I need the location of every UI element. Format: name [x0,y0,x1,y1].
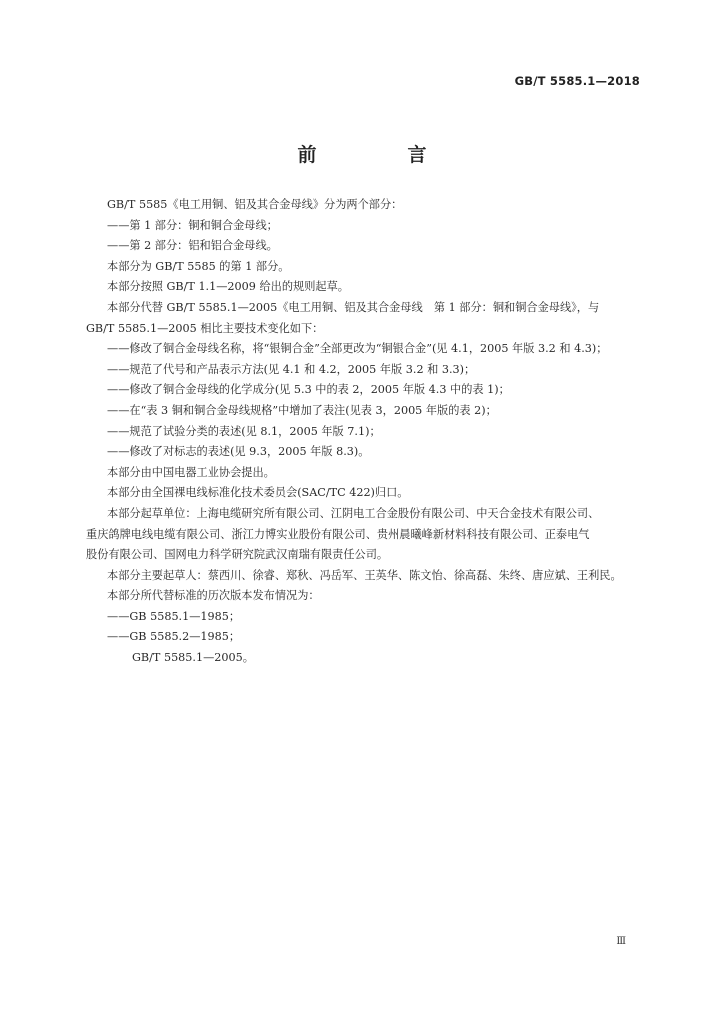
paragraph-line: ——第 1 部分：铜和铜合金母线； [107,218,278,232]
paragraph-line: 本部分起草单位：上海电缆研究所有限公司、江阴电工合金股份有限公司、中天合金技术有限公司、 [107,506,600,520]
paragraph-line: 本部分为 GB/T 5585 的第 1 部分。 [107,259,290,273]
paragraph-line: 本部分由全国裸电线标准化技术委员会(SAC/TC 422)归口。 [107,486,409,500]
paragraph-line: ——修改了铜合金母线名称，将“银铜合金”全部更改为“铜银合金”(见 4.1，2005 年版 3.2 和 4.3)； [107,342,608,356]
paragraph-line: 本部分所代替标准的历次版本发布情况为： [107,589,320,603]
preface-body [86,195,642,669]
paragraph-line: ——GB 5585.2—1985； [107,630,241,644]
paragraph-line: GB/T 5585.1—2005。 [132,651,254,665]
paragraph-line: GB/T 5585《电工用铜、铝及其合金母线》分为两个部分： [107,198,403,211]
paragraph-line: GB/T 5585.1—2005 相比主要技术变化如下： [86,321,324,335]
paragraph-line: ——GB 5585.1—1985； [107,609,241,623]
paragraph-line: ——规范了代号和产品表示方法(见 4.1 和 4.2，2005 年版 3.2 和 3.3)； [107,362,476,376]
paragraph-line: ——修改了铜合金母线的化学成分(见 5.3 中的表 2，2005 年版 4.3 中的表 1)； [107,383,510,397]
paragraph-line: ——第 2 部分：铝和铝合金母线。 [107,239,278,253]
page-number: Ⅲ [616,936,626,947]
standard-code-header: GB/T 5585.1—2018 [514,74,640,88]
paragraph-line: 股份有限公司、国网电力科学研究院武汉南瑞有限责任公司。 [86,548,389,562]
page-title: 前 言 [297,144,463,166]
paragraph-line: 本部分由中国电器工业协会提出。 [107,465,275,479]
paragraph-line: ——在“表 3 铜和铜合金母线规格”中增加了表注(见表 3，2005 年版的表 2)； [107,403,497,417]
paragraph-line: 本部分主要起草人：蔡西川、徐睿、郑秋、冯岳军、王英华、陈文怡、徐高磊、朱终、唐应斌、王利民。 [107,568,622,582]
paragraph-line: 重庆鸽牌电线电缆有限公司、浙江力博实业股份有限公司、贵州晨曦峰新材料科技有限公司、正泰电气 [86,527,590,541]
paragraph-line: 本部分按照 GB/T 1.1—2009 给出的规则起草。 [107,280,349,294]
paragraph-line: ——规范了试验分类的表述(见 8.1，2005 年版 7.1)； [107,424,381,438]
paragraph-line: 本部分代替 GB/T 5585.1—2005《电工用铜、铝及其合金母线 第 1 部分：铜和铜合金母线》，与 [107,300,600,314]
paragraph-line: ——修改了对标志的表述(见 9.3，2005 年版 8.3)。 [107,445,370,459]
